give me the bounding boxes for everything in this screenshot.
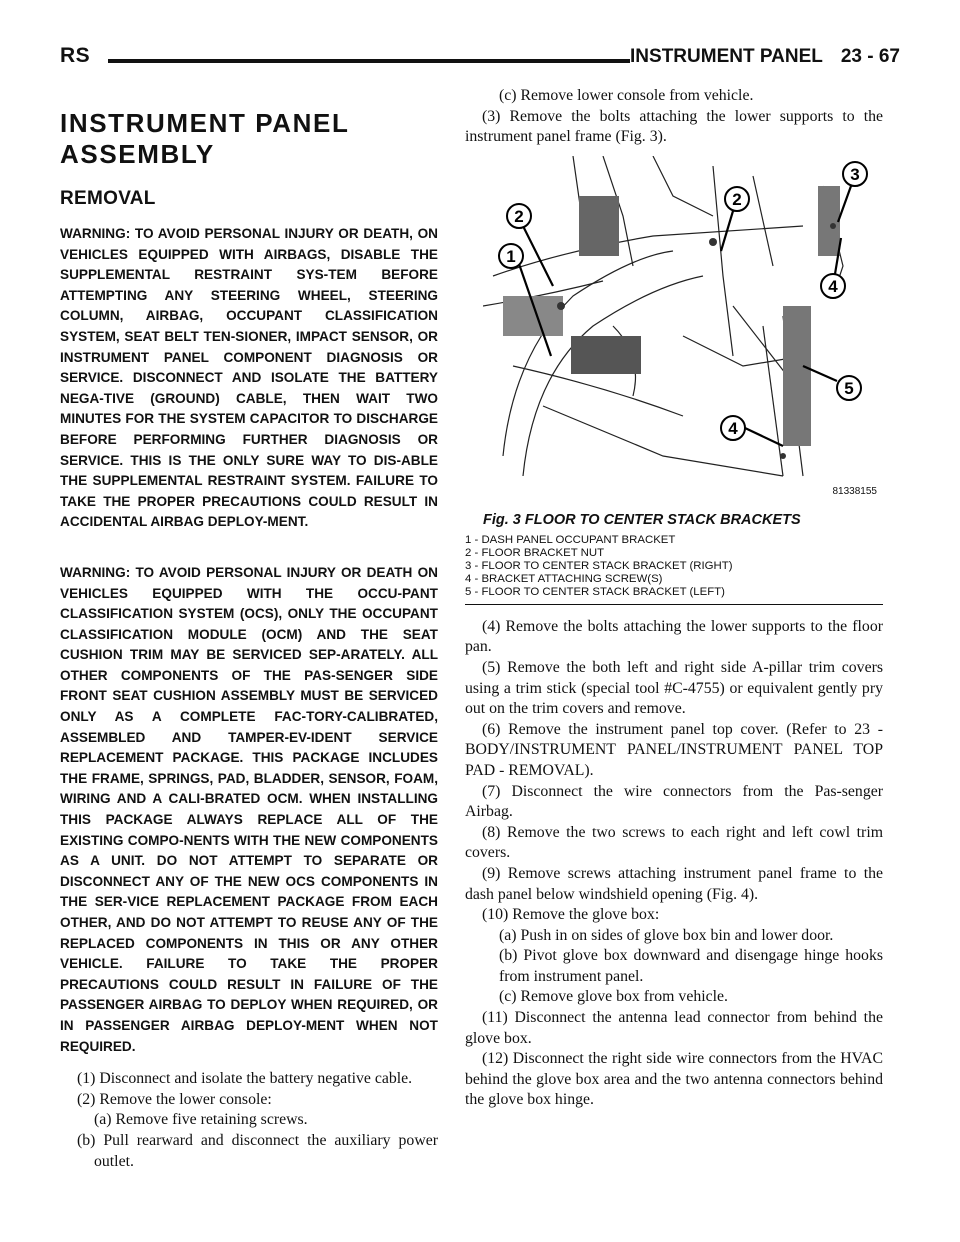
step-6: (6) Remove the instrument panel top cover. (Refer to 23 - BODY/INSTRUMENT PANEL/INSTRUMENT PANEL TOP PAD - REMOVAL). [465, 720, 883, 779]
step-10c: (c) Remove glove box from vehicle. [499, 988, 728, 1006]
callout-2-right [725, 187, 749, 211]
section-title: INSTRUMENT PANEL [630, 46, 823, 67]
left-column [60, 108, 438, 1172]
legend-item: 2 - FLOOR BRACKET NUT [465, 546, 605, 559]
callout-4-lower [721, 416, 745, 440]
legend-item: 3 - FLOOR TO CENTER STACK BRACKET (RIGHT) [465, 559, 733, 572]
step-12: (12) Disconnect the right side wire connectors from the HVAC behind the glove box area and the two antenna connectors behind the glove box hinge. [465, 1050, 883, 1109]
callout-4-lower-label: 4 [728, 418, 738, 438]
step-10b-text: (b) Pivot glove box downward and disengage hinge hooks from instrument panel. [499, 947, 883, 985]
figure-code: 81338155 [832, 485, 877, 497]
step-2c: (c) Remove lower console from vehicle. [499, 87, 754, 104]
page-header [60, 38, 900, 78]
warning-airbag: WARNING: TO AVOID PERSONAL INJURY OR DEATH, ON VEHICLES EQUIPPED WITH AIRBAGS, DISABLE THE SUPPLEMENTAL RESTRAINT SYS-TEM BEFORE ATTEMPTING ANY STEERING WHEEL, STEERING COLUMN, AIRBAG, OCCUPANT CLASSIFICATION SYSTEM, SEAT BELT TEN-SIONER, IMPACT SENSOR, OR INSTRUMENT PANEL COMPONENT DIAGNOSIS OR SERVICE. DISCONNECT AND ISOLATE THE BATTERY NEGA-TIVE (GROUND) CABLE, THEN WAIT TWO MINUTES FOR THE SYSTEM CAPACITOR TO DISCHARGE BEFORE PERFORMING FURTHER DIAGNOSIS OR SERVICE. THIS IS THE ONLY SURE WAY TO DIS-ABLE THE SUPPLEMENTAL RESTRAINT SYSTEM. FAILURE TO TAKE THE PROPER PRECAUTIONS COULD RESULT IN ACCIDENTAL AIRBAG DEPLOY-MENT. [60, 226, 438, 530]
callout-3 [843, 162, 867, 186]
step-9: (9) Remove screws attaching instrument panel frame to the dash panel below windshield opening (Fig. 4). [465, 864, 883, 903]
figure-3 [465, 156, 883, 506]
step-10: (10) Remove the glove box: [482, 906, 660, 924]
callout-5-label: 5 [844, 378, 854, 398]
callout-3-label: 3 [850, 164, 860, 184]
step-10b [465, 946, 883, 987]
step-11: (11) Disconnect the antenna lead connector from behind the glove box. [465, 1009, 883, 1047]
header-rule [108, 59, 630, 63]
figure-caption: Fig. 3 FLOOR TO CENTER STACK BRACKETS [483, 511, 801, 528]
callout-4-upper [821, 274, 845, 298]
callout-2-left [507, 204, 531, 228]
step-10a-text: (a) Push in on sides of glove box bin and lower door. [499, 926, 834, 944]
step-2: (2) Remove the lower console: [77, 1090, 272, 1108]
step-5: (5) Remove the both left and right side A-pillar trim covers using a trim stick (special tool #C-4755) or equivalent gently pry out on the trim covers and remove. [465, 658, 883, 718]
step-3: (3) Remove the bolts attaching the lower supports to the instrument panel frame (Fig. 3). [465, 107, 883, 146]
callout-4-upper-label: 4 [828, 276, 838, 296]
section-subtitle: REMOVAL [60, 188, 156, 209]
bracket-illustration [483, 156, 883, 488]
callout-1-label: 1 [506, 246, 516, 266]
right-column [465, 86, 883, 1111]
step-4: (4) Remove the bolts attaching the lower supports to the floor pan. [465, 617, 883, 656]
figure-legend [465, 534, 883, 605]
legend-item: 5 - FLOOR TO CENTER STACK BRACKET (LEFT) [465, 585, 725, 598]
page-number: 23 - 67 [840, 46, 900, 67]
page-title: INSTRUMENT PANEL ASSEMBLY [60, 108, 349, 169]
callout-5 [837, 376, 861, 400]
callout-1 [499, 244, 523, 268]
step-2a: (a) Remove five retaining screws. [94, 1111, 308, 1129]
legend-item: 4 - BRACKET ATTACHING SCREW(S) [465, 572, 663, 585]
warning-ocs: WARNING: TO AVOID PERSONAL INJURY OR DEATH ON VEHICLES EQUIPPED WITH THE OCCU-PANT CLASSIFICATION SYSTEM (OCS), ONLY THE OCCUPANT CLASSIFICATION MODULE (OCM) AND THE SEAT CUSHION TRIM MAY BE SERVICED SEP-ARATELY. ALL OTHER COMPONENTS OF THE PAS-SENGER SIDE FRONT SEAT CUSHION ASSEMBLY MUST BE SERVICED ONLY AS A COMPLETE FAC-TORY-CALIBRATED, ASSEMBLED AND TAMPER-EV-IDENT SERVICE REPLACEMENT PACKAGE. THIS PACKAGE INCLUDES THE FRAME, SPRINGS, PAD, BLADDER, SENSOR, FOAM, WIRING AND A CALI-BRATED OCM. WHEN INSTALLING THIS PACKAGE ALWAYS REPLACE ALL OF THE EXISTING COMPO-NENTS WITH THE NEW COMPONENTS AS A UNIT. DO NOT ATTEMPT TO SEPARATE OR DISCONNECT ANY OF THE NEW OCS COMPONENTS IN THE SER-VICE REPLACEMENT PACKAGE FROM EACH OTHER, AND DO NOT ATTEMPT TO REUSE ANY OF THE REPLACED COMPONENTS IN THIS OR ANY OTHER VEHICLE. FAILURE TO TAKE THE PROPER PRECAUTIONS COULD RESULT IN FAILURE OF THE PASSENGER AIRBAG TO DEPLOY WHEN REQUIRED, OR IN PASSENGER AIRBAG DEPLOY-MENT WHEN NOT REQUIRED. [60, 564, 438, 1054]
header-right [630, 46, 900, 68]
callout-2-left-label: 2 [514, 206, 524, 226]
callout-2-right-label: 2 [732, 189, 742, 209]
step-7: (7) Disconnect the wire connectors from the Pas-senger Airbag. [465, 782, 883, 821]
step-10a [465, 926, 883, 947]
manual-code: RS [60, 44, 91, 67]
legend-item: 1 - DASH PANEL OCCUPANT BRACKET [465, 533, 676, 546]
step-1: (1) Disconnect and isolate the battery negative cable. [77, 1070, 413, 1088]
step-2b: (b) Pull rearward and disconnect the auxiliary power outlet. [77, 1131, 438, 1170]
step-8: (8) Remove the two screws to each right and left cowl trim covers. [465, 823, 883, 862]
